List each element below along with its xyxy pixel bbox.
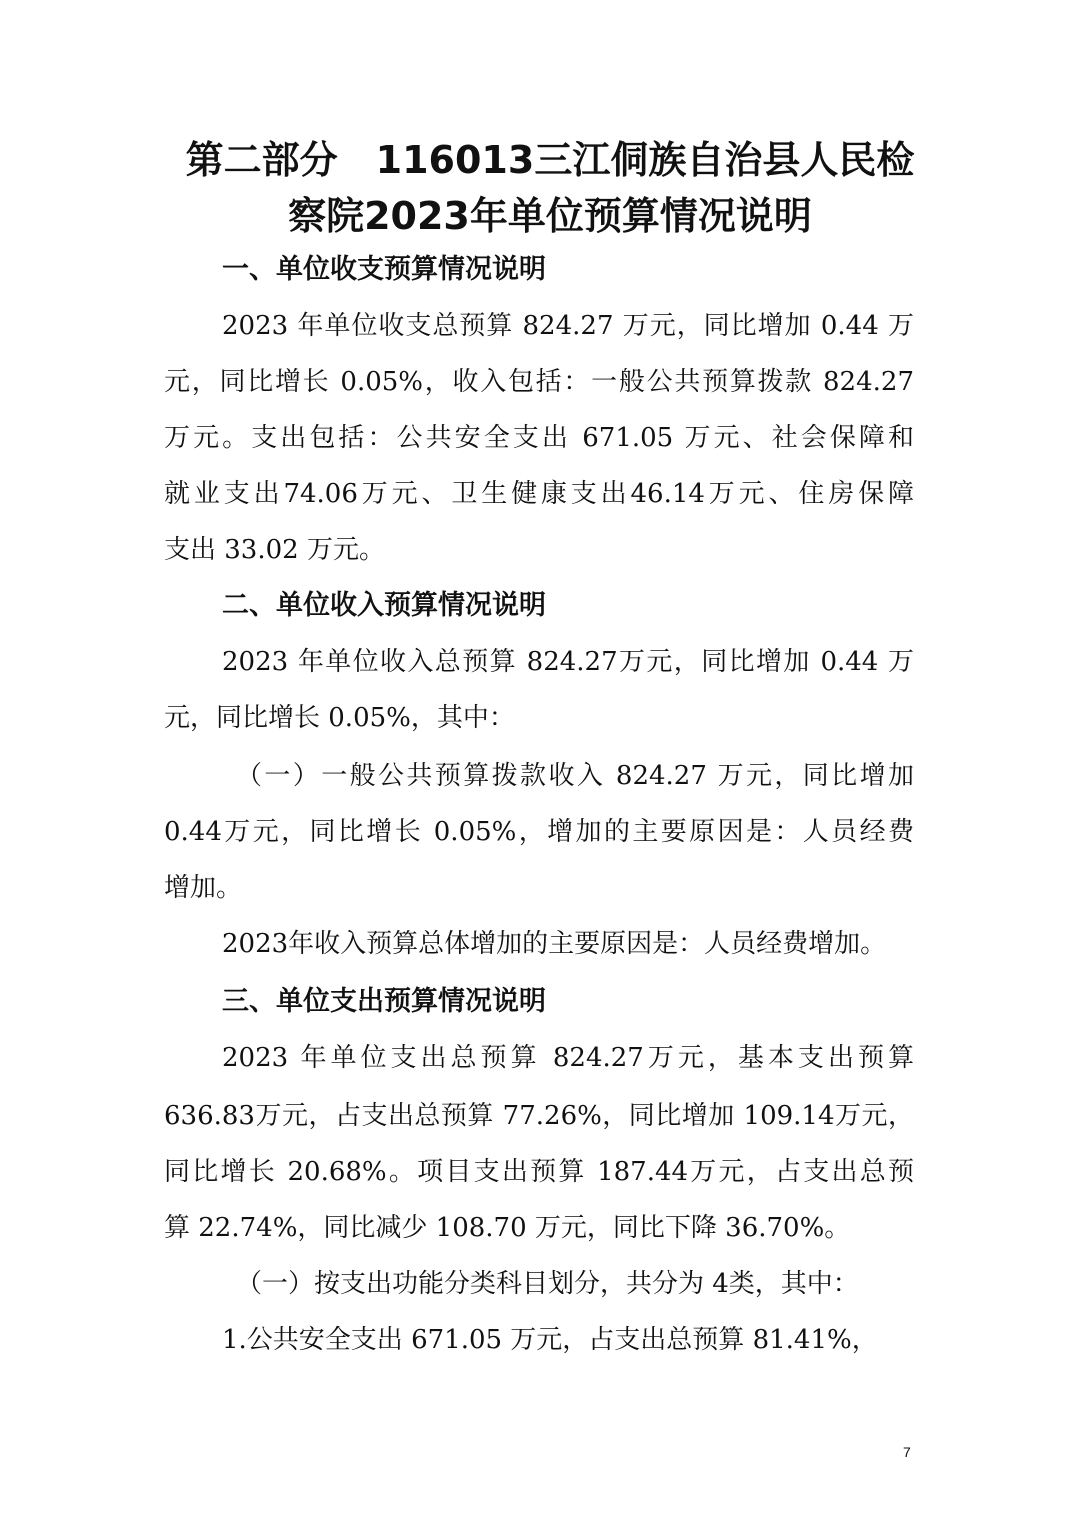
section-2-paragraph-1-line: 2023 年单位收入总预算 824.27万元，同比增加 0.44 万 bbox=[222, 647, 914, 677]
section-1-line: 万元。支出包括：公共安全支出 671.05 万元、社会保障和 bbox=[164, 423, 914, 453]
section-2-heading: 二、单位收入预算情况说明 bbox=[222, 590, 546, 621]
section-1-line: 2023 年单位收支总预算 824.27 万元，同比增加 0.44 万 bbox=[222, 311, 914, 341]
page-number: 7 bbox=[903, 1444, 911, 1460]
section-1-line: 支出 33.02 万元。 bbox=[164, 535, 385, 565]
section-3-paragraph-3: 1.公共安全支出 671.05 万元，占支出总预算 81.41%， bbox=[222, 1325, 878, 1355]
section-3-paragraph-1-line: 算 22.74%，同比减少 108.70 万元，同比下降 36.70%。 bbox=[164, 1213, 851, 1243]
section-2-paragraph-2-line: 增加。 bbox=[164, 873, 243, 903]
section-2-paragraph-1-line: 元，同比增长 0.05%，其中： bbox=[164, 703, 515, 733]
section-2-paragraph-2-line: （一）一般公共预算拨款收入 824.27 万元，同比增加 bbox=[236, 761, 914, 791]
section-1-line: 元，同比增长 0.05%，收入包括：一般公共预算拨款 824.27 bbox=[164, 367, 914, 397]
page-title-line-1: 第二部分 116013三江侗族自治县人民检 bbox=[185, 138, 915, 182]
section-2-paragraph-3: 2023年收入预算总体增加的主要原因是：人员经费增加。 bbox=[222, 929, 887, 959]
section-3-paragraph-1-line: 同比增长 20.68%。项目支出预算 187.44万元，占支出总预 bbox=[164, 1157, 914, 1187]
section-2-paragraph-2-line: 0.44万元，同比增长 0.05%，增加的主要原因是：人员经费 bbox=[164, 817, 914, 847]
page-title-line-2: 察院2023年单位预算情况说明 bbox=[288, 194, 812, 238]
section-3-heading: 三、单位支出预算情况说明 bbox=[222, 986, 546, 1017]
section-1-heading: 一、单位收支预算情况说明 bbox=[222, 254, 546, 285]
section-3-paragraph-2: （一）按支出功能分类科目划分，共分为 4类，其中： bbox=[236, 1269, 859, 1299]
section-3-paragraph-1-line: 2023 年单位支出总预算 824.27万元，基本支出预算 bbox=[222, 1043, 914, 1073]
section-1-line: 就业支出74.06万元、卫生健康支出46.14万元、住房保障 bbox=[164, 479, 914, 509]
section-3-paragraph-1-line: 636.83万元，占支出总预算 77.26%，同比增加 109.14万元， bbox=[164, 1101, 914, 1131]
